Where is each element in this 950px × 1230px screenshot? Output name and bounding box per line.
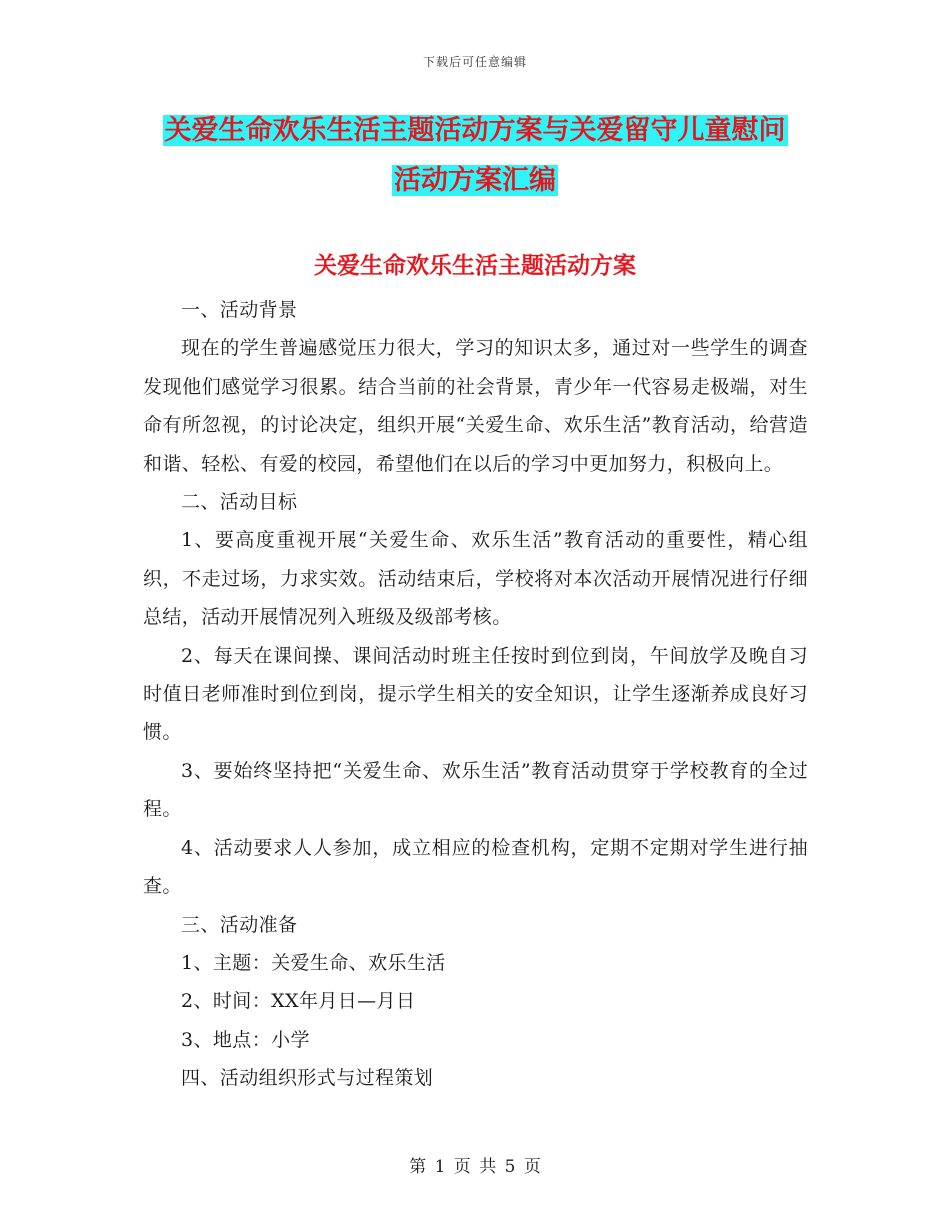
section-title: 关爱生命欢乐生活主题活动方案 (314, 252, 636, 279)
document-body (143, 291, 808, 1098)
paragraph-goal-2: 2、每天在课间操、课间活动时班主任按时到位到岗，午间放学及晚自习时值日老师准时到位到岗，提示学生相关的安全知识，让学生逐渐养成良好习惯。 (143, 644, 808, 744)
paragraph-background: 现在的学生普遍感觉压力很大，学习的知识太多，通过对一些学生的调查发现他们感觉学习很累。结合当前的社会背景，青少年一代容易走极端，对生命有所忽视，的讨论决定，组织开展“关爱生命、欢乐生活”教育活动，给营造和谐、轻松、有爱的校园，希望他们在以后的学习中更加努力，积极向上。 (143, 337, 808, 475)
paragraph-goal-1: 1、要高度重视开展“关爱生命、欢乐生活”教育活动的重要性，精心组织，不走过场，力求实效。活动结束后，学校将对本次活动开展情况进行仔细总结，活动开展情况列入班级及级部考核。 (143, 529, 808, 629)
heading-background: 一、活动背景 (181, 299, 298, 321)
document-title-line-1: 关爱生命欢乐生活主题活动方案与关爱留守儿童慰问 (164, 115, 786, 146)
document-title-line-2: 活动方案汇编 (394, 165, 556, 196)
heading-organization: 四、活动组织形式与过程策划 (181, 1067, 434, 1090)
page-number-footer: 第 1 页 共 5 页 (409, 1157, 541, 1177)
paragraph-location: 3、地点：小学 (181, 1028, 310, 1051)
page-header-note: 下载后可任意编辑 (422, 55, 527, 69)
paragraph-theme: 1、主题：关爱生命、欢乐生活 (181, 951, 446, 974)
paragraph-goal-3: 3、要始终坚持把“关爱生命、欢乐生活”教育活动贯穿于学校教育的全过程。 (143, 759, 808, 821)
paragraph-goal-4: 4、活动要求人人参加，成立相应的检查机构，定期不定期对学生进行抽查。 (143, 836, 808, 898)
paragraph-time: 2、时间：XX年月日—月日 (181, 990, 416, 1013)
document-title (0, 106, 950, 206)
heading-goals: 二、活动目标 (181, 491, 298, 514)
heading-preparation: 三、活动准备 (181, 913, 298, 936)
